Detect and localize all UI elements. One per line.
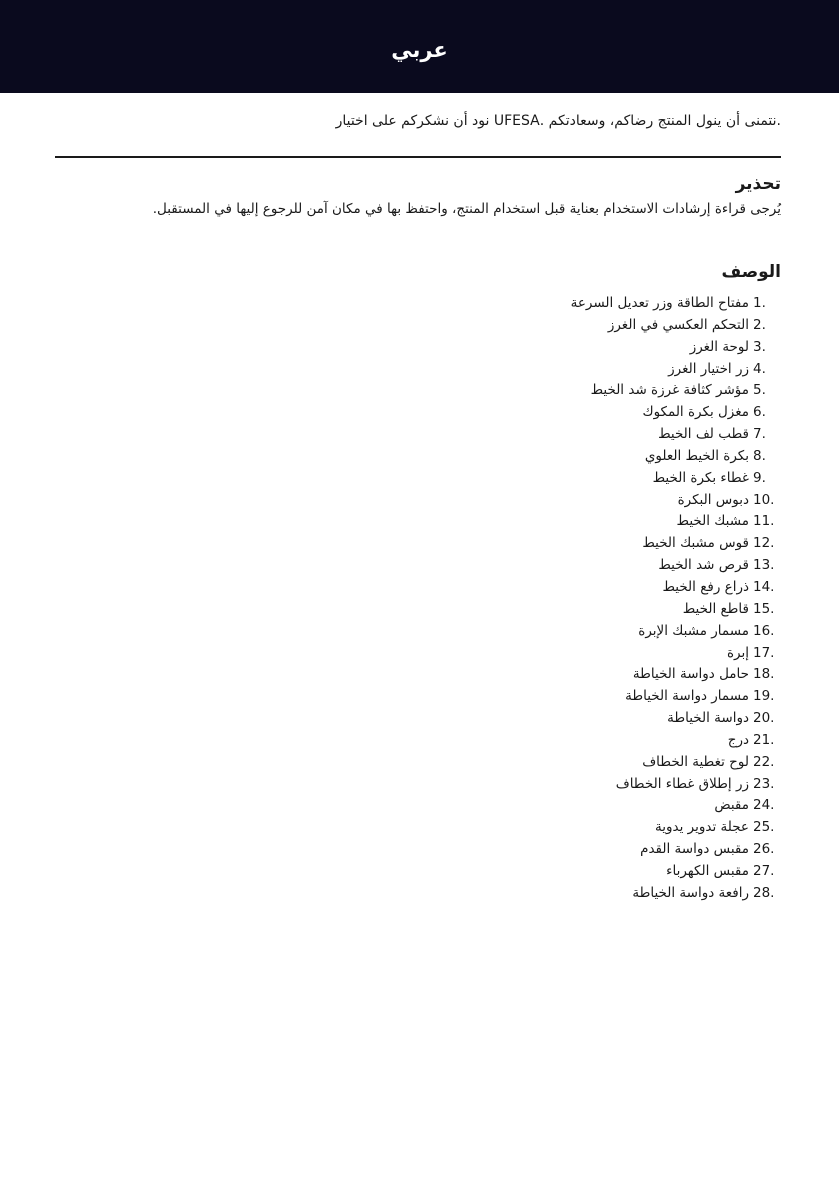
parts-list <box>55 293 781 905</box>
list-item-label: مسمار مشبك الإبرة <box>638 622 749 639</box>
list-item-number: 23. <box>753 775 775 792</box>
list-item-number: 20. <box>753 710 775 727</box>
list-item-label: قوس مشبك الخيط <box>642 535 749 552</box>
list-item <box>55 337 781 359</box>
list-item-number: 9. <box>753 469 766 486</box>
section-divider <box>55 156 781 158</box>
list-item-label: زر إطلاق غطاء الخطاف <box>615 775 749 792</box>
list-item-number: 8. <box>753 447 766 464</box>
list-item-label: إبرة <box>726 644 749 661</box>
list-item <box>55 511 781 533</box>
list-item <box>55 795 781 817</box>
list-item-number: 24. <box>753 797 775 814</box>
list-item-number: 5. <box>753 382 766 399</box>
list-item <box>55 730 781 752</box>
list-item-label: حامل دواسة الخياطة <box>632 666 749 683</box>
warning-text: يُرجى قراءة إرشادات الاستخدام بعناية قبل استخدام المنتج، واحتفظ بها في مكان آمن للرجوع إليها في المستقبل. <box>152 201 781 217</box>
list-item <box>55 621 781 643</box>
list-item <box>55 774 781 796</box>
list-item-label: غطاء بكرة الخيط <box>652 469 749 486</box>
list-item-number: 22. <box>753 753 775 770</box>
list-item-label: بكرة الخيط العلوي <box>644 447 749 464</box>
list-item-number: 4. <box>753 360 766 377</box>
page-title: عربي <box>391 38 448 62</box>
list-item-label: قرص شد الخيط <box>658 557 749 574</box>
list-item-label: عجلة تدوير يدوية <box>655 819 749 836</box>
list-item-number: 26. <box>753 841 775 858</box>
list-item-label: ذراع رفع الخيط <box>662 578 749 595</box>
list-item-number: 2. <box>753 316 766 333</box>
list-item <box>55 533 781 555</box>
list-item-number: 21. <box>753 731 775 748</box>
list-item-label: مقبس الكهرباء <box>666 862 749 879</box>
list-item-number: 12. <box>753 535 775 552</box>
intro-text: .نتمنى أن ينول المنتج رضاكم، وسعادتكم .UFESA نود أن نشكركم على اختيار <box>335 113 781 129</box>
list-item-number: 18. <box>753 666 775 683</box>
list-item-label: مغزل بكرة المكوك <box>642 404 749 421</box>
list-item-label: مقبض <box>714 797 749 814</box>
list-item-label: مشبك الخيط <box>676 513 749 530</box>
list-item <box>55 380 781 402</box>
list-item-number: 15. <box>753 600 775 617</box>
list-item-label: مؤشر كثافة غرزة شد الخيط <box>590 382 749 399</box>
list-item-number: 16. <box>753 622 775 639</box>
list-item <box>55 839 781 861</box>
list-item-number: 28. <box>753 884 775 901</box>
list-item-number: 13. <box>753 557 775 574</box>
description-heading: الوصف <box>721 262 781 282</box>
list-item <box>55 708 781 730</box>
list-item <box>55 315 781 337</box>
list-item-label: قاطع الخيط <box>682 600 749 617</box>
list-item-label: لوحة الغرز <box>689 338 749 355</box>
list-item-number: 7. <box>753 426 766 443</box>
list-item-label: رافعة دواسة الخياطة <box>632 884 749 901</box>
list-item-label: مفتاح الطاقة وزر تعديل السرعة <box>570 295 749 311</box>
list-item <box>55 402 781 424</box>
list-item <box>55 555 781 577</box>
list-item-label: دبوس البكرة <box>677 491 749 508</box>
list-item-label: زر اختيار الغرز <box>668 360 749 377</box>
list-item <box>55 599 781 621</box>
list-item-number: 3. <box>753 338 766 355</box>
list-item <box>55 686 781 708</box>
list-item <box>55 490 781 512</box>
list-item <box>55 817 781 839</box>
list-item-label: قطب لف الخيط <box>658 426 749 443</box>
list-item-label: مقبس دواسة القدم <box>640 841 749 858</box>
list-item-label: التحكم العكسي في الغرز <box>607 316 749 333</box>
list-item-label: دواسة الخياطة <box>667 710 749 727</box>
list-item <box>55 664 781 686</box>
list-item-number: 27. <box>753 862 775 879</box>
list-item <box>55 293 781 315</box>
list-item <box>55 577 781 599</box>
list-item <box>55 446 781 468</box>
list-item <box>55 359 781 381</box>
list-item <box>55 643 781 665</box>
list-item-label: لوح تغطية الخطاف <box>642 753 749 770</box>
list-item-number: 17. <box>753 644 775 661</box>
list-item <box>55 468 781 490</box>
list-item-number: 6. <box>753 404 766 421</box>
list-item <box>55 861 781 883</box>
list-item-label: مسمار دواسة الخياطة <box>625 688 749 705</box>
list-item-number: 19. <box>753 688 775 705</box>
list-item <box>55 883 781 905</box>
list-item-number: 10. <box>753 491 775 508</box>
list-item <box>55 424 781 446</box>
list-item-number: 11. <box>753 513 775 530</box>
list-item <box>55 752 781 774</box>
list-item-label: درج <box>727 731 749 748</box>
list-item-number: 1. <box>753 295 766 311</box>
list-item-number: 14. <box>753 578 775 595</box>
list-item-number: 25. <box>753 819 775 836</box>
warning-heading: تحذير <box>735 174 781 194</box>
